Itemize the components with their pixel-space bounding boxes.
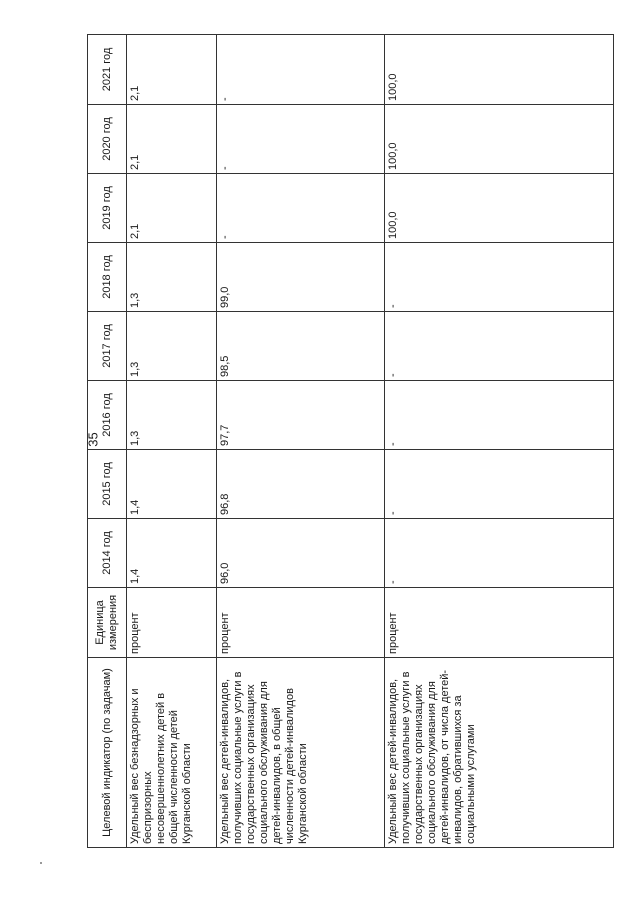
unit-cell: процент <box>217 588 385 658</box>
indicator-cell: Удельный вес детей-инвалидов, получивших социальные услуги в государственных организациях социального обслуживания для детей-инвалидов, от числа детей-инвалидов, обратившихся за социальными услугами <box>385 658 614 848</box>
indicator-table <box>87 34 614 848</box>
table-row <box>385 35 614 848</box>
table-row <box>127 35 217 848</box>
table-container <box>87 35 614 848</box>
value-cell: - <box>217 105 385 174</box>
value-cell: 100,0 <box>385 105 614 174</box>
indicator-cell: Удельный вес безнадзорных и беспризорных несовершеннолетних детей в общей численности детей Курганской области <box>127 658 217 848</box>
header-year: 2015 год <box>88 450 127 519</box>
value-cell: - <box>217 174 385 243</box>
value-cell: - <box>385 312 614 381</box>
value-cell: 1,3 <box>127 312 217 381</box>
value-cell: 1,3 <box>127 381 217 450</box>
header-indicator: Целевой индикатор (по задачам) <box>88 658 127 848</box>
header-year: 2019 год <box>88 174 127 243</box>
value-cell: 1,4 <box>127 450 217 519</box>
value-cell: 96,0 <box>217 519 385 588</box>
value-cell: 100,0 <box>385 35 614 105</box>
value-cell: 100,0 <box>385 174 614 243</box>
header-year: 2017 год <box>88 312 127 381</box>
page-number: 35 <box>85 432 101 447</box>
scan-artifact <box>40 862 42 864</box>
value-cell: - <box>385 381 614 450</box>
value-cell: 2,1 <box>127 105 217 174</box>
value-cell: - <box>217 35 385 105</box>
value-cell: - <box>385 519 614 588</box>
header-year: 2021 год <box>88 35 127 105</box>
header-year: 2014 год <box>88 519 127 588</box>
value-cell: 2,1 <box>127 35 217 105</box>
indicator-cell: Удельный вес детей-инвалидов, получивших социальные услуги в государственных организациях социального обслуживания для детей-инвалидов, в общей численности детей-инвалидов Курганской области <box>217 658 385 848</box>
header-year: 2018 год <box>88 243 127 312</box>
value-cell: 1,4 <box>127 519 217 588</box>
value-cell: 96,8 <box>217 450 385 519</box>
value-cell: 99,0 <box>217 243 385 312</box>
header-unit: Единица измерения <box>88 588 127 658</box>
value-cell: 2,1 <box>127 174 217 243</box>
value-cell: - <box>385 243 614 312</box>
value-cell: 97,7 <box>217 381 385 450</box>
header-year: 2016 год <box>88 381 127 450</box>
header-row <box>88 35 127 848</box>
table-row <box>217 35 385 848</box>
unit-cell: процент <box>385 588 614 658</box>
value-cell: 98,5 <box>217 312 385 381</box>
value-cell: 1,3 <box>127 243 217 312</box>
header-year: 2020 год <box>88 105 127 174</box>
unit-cell: процент <box>127 588 217 658</box>
value-cell: - <box>385 450 614 519</box>
